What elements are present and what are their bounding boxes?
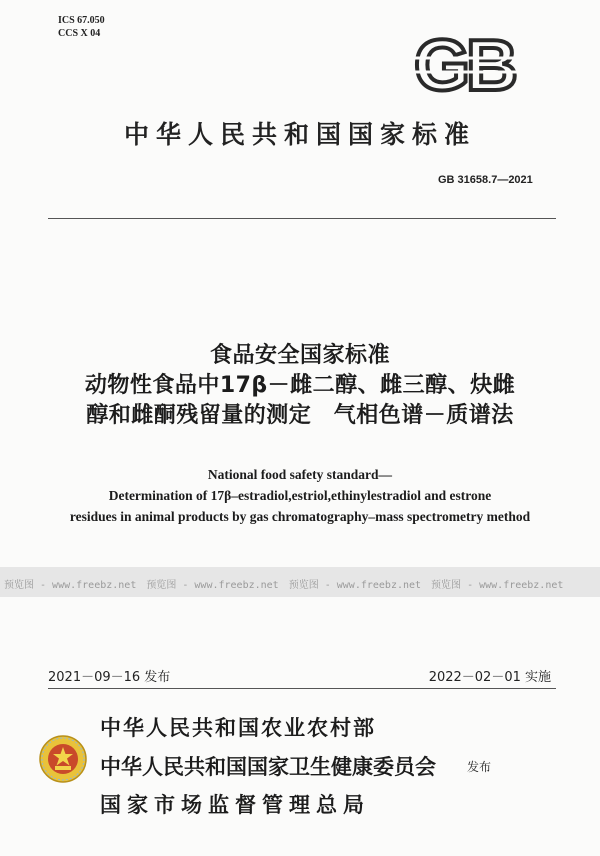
- english-title-line: residues in animal products by gas chromatography–mass spectrometry method: [69, 509, 531, 524]
- issuer-market-regulation: 国家市场监督管理总局: [100, 793, 370, 817]
- ics-code: ICS 67.050: [58, 15, 105, 26]
- national-emblem-icon: [38, 733, 88, 785]
- english-title: [0, 464, 600, 527]
- publish-date: 2021－09－16 发布: [48, 670, 171, 685]
- publish-label: 发布: [467, 760, 492, 774]
- ccs-code: CCS X 04: [58, 28, 101, 39]
- classification-codes: [58, 14, 105, 40]
- chinese-title-line: 醇和雌酮残留量的测定 气相色谱－质谱法: [86, 403, 514, 428]
- implement-date: 2022－02－01 实施: [428, 670, 551, 685]
- standard-number: GB 31658.7—2021: [438, 174, 533, 186]
- english-title-line: National food safety standard—: [207, 467, 393, 482]
- gb-logo: [398, 24, 530, 104]
- issuer-health-commission: 中华人民共和国国家卫生健康委员会: [100, 755, 436, 779]
- chinese-title-line: 食品安全国家标准: [209, 343, 390, 368]
- issuer-ministry-agriculture: 中华人民共和国农业农村部: [100, 716, 376, 740]
- national-standard-title: 中华人民共和国国家标准: [123, 120, 476, 149]
- bottom-divider: [48, 688, 556, 689]
- watermark-text: 预览图 - www.freebz.net 预览图 - www.freebz.net 预览图 - www.freebz.net 预览图 - www.freebz.net: [4, 580, 564, 591]
- chinese-title: [0, 341, 600, 431]
- gb-logo-text: GB: [414, 26, 514, 104]
- top-divider: [48, 218, 556, 219]
- chinese-title-line: 动物性食品中17β－雌二醇、雌三醇、炔雌: [84, 373, 516, 398]
- english-title-line: Determination of 17β–estradiol,estriol,ethinylestradiol and estrone: [108, 488, 492, 503]
